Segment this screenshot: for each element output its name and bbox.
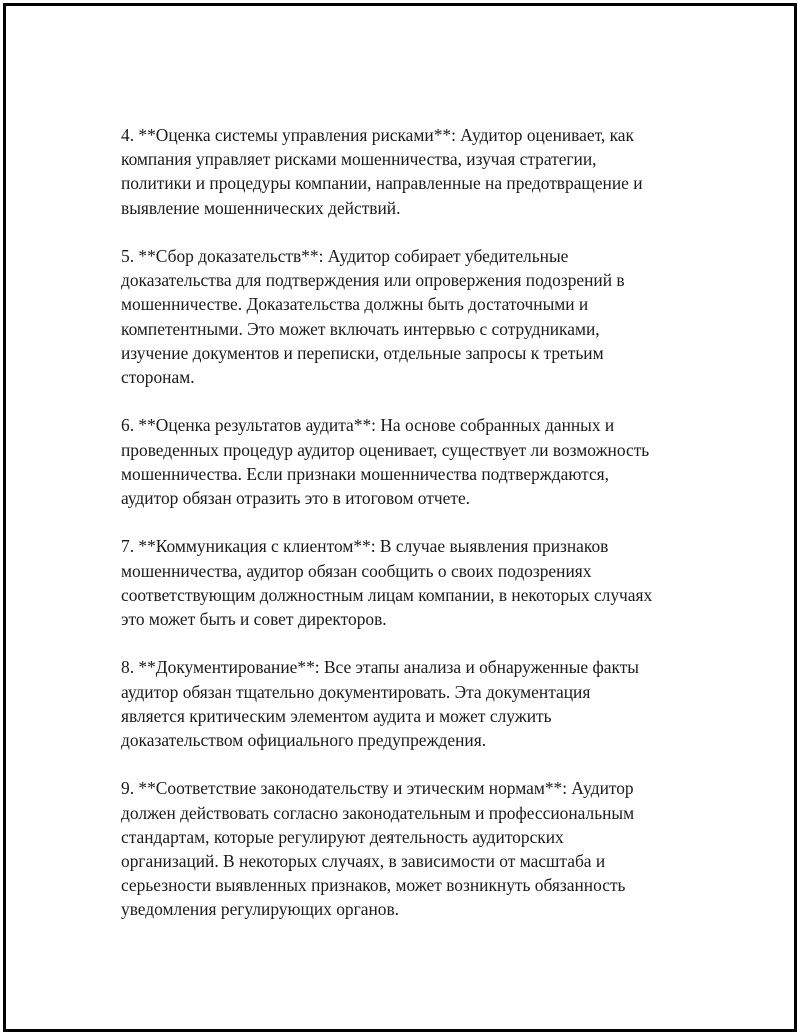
paragraph-item-8: 8. **Документирование**: Все этапы анализа и обнаруженные факты аудитор обязан тщательно документировать. Эта документация является критическим элементом аудита и может служить доказательством официального предупреждения. (121, 657, 639, 751)
paragraph-item-7: 7. **Коммуникация с клиентом**: В случае выявления признаков мошенничества, аудитор обязан сообщить о своих подозрениях соответствующим должностным лицам компании, в некоторых случаях это может быть и совет директоров. (121, 536, 653, 630)
paragraph-item-9: 9. **Соответствие законодательству и этическим нормам**: Аудитор должен действовать согласно законодательным и профессиональным стандартам, которые регулируют деятельность аудиторских организаций. В некоторых случаях, в зависимости от масштаба и серьезности выявленных признаков, может возникнуть обязанность уведомления регулирующих органов. (121, 778, 635, 920)
paragraph-item-5: 5. **Сбор доказательств**: Аудитор собирает убедительные доказательства для подтверждения или опровержения подозрений в мошенничестве. Доказательства должны быть достаточными и компетентными. Это может включать интервью с сотрудниками, изучение документов и переписки, отдельные запросы к третьим сторонам. (121, 246, 625, 388)
document-body (121, 123, 711, 922)
paragraph-item-4: 4. **Оценка системы управления рисками**: Аудитор оценивает, как компания управляет рисками мошенничества, изучая стратегии, политики и процедуры компании, направленные на предотвращение и выявление мошеннических действий. (121, 125, 643, 218)
paragraph-item-6: 6. **Оценка результатов аудита**: На основе собранных данных и проведенных процедур аудитор оценивает, существует ли возможность мошенничества. Если признаки мошенничества подтверждаются, аудитор обязан отразить это в итоговом отчете. (121, 415, 650, 509)
page-frame (3, 3, 797, 1032)
